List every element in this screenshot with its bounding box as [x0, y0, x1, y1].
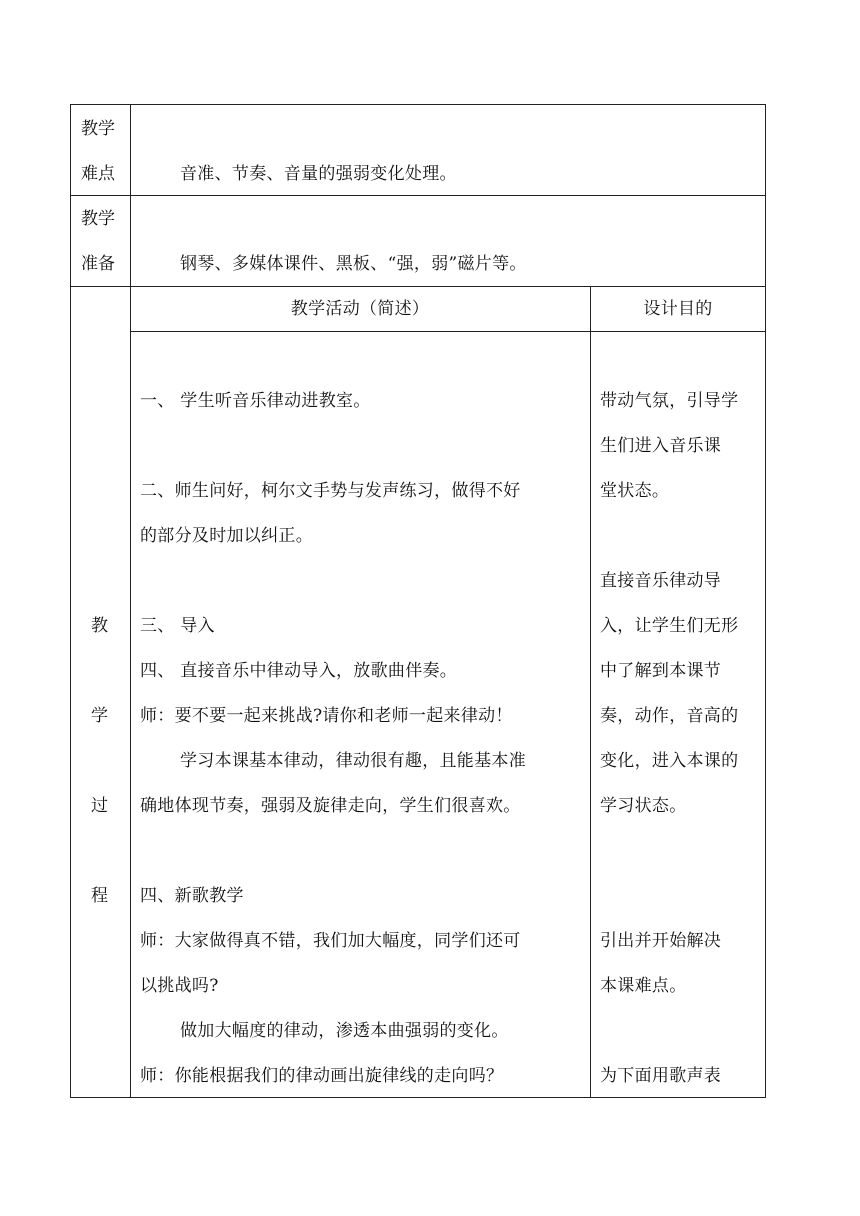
purpose-line: 引出并开始解决 — [600, 931, 722, 951]
process-label-char: 过 — [91, 796, 108, 816]
difficulty-content: 音准、节奏、音量的强弱变化处理。 — [180, 164, 457, 184]
process-label-char: 教 — [91, 616, 108, 636]
purpose-line: 奏，动作，音高的 — [600, 706, 739, 726]
purpose-line: 堂状态。 — [600, 481, 670, 501]
activity-line: 四、 直接音乐中律动导入，放歌曲伴奏。 — [140, 661, 458, 681]
purpose-line: 入，让学生们无形 — [600, 616, 739, 636]
activity-line: 三、 导入 — [140, 616, 215, 636]
row-divider-1 — [70, 195, 766, 196]
purpose-line: 直接音乐律动导 — [600, 571, 722, 591]
purpose-line: 生们进入音乐课 — [600, 436, 722, 456]
activity-line: 学习本课基本律动，律动很有趣，且能基本准 — [180, 751, 526, 771]
preparation-label-line2: 准备 — [81, 254, 115, 274]
activity-line: 确地体现节奏，强弱及旋律走向，学生们很喜欢。 — [140, 796, 521, 816]
activity-line: 四、新歌教学 — [140, 886, 244, 906]
table-top-border — [70, 104, 766, 105]
activity-line: 以挑战吗? — [140, 976, 219, 996]
difficulty-label-line1: 教学 — [81, 119, 115, 139]
label-column-divider — [130, 104, 131, 1098]
activity-line: 二、师生问好，柯尔文手势与发声练习，做得不好 — [140, 481, 521, 501]
difficulty-label-line2: 难点 — [81, 164, 115, 184]
table-left-border — [70, 104, 71, 1098]
activity-line: 师：要不要一起来挑战?请你和老师一起来律动！ — [140, 706, 513, 726]
preparation-label-line1: 教学 — [81, 209, 115, 229]
activity-line: 的部分及时加以纠正。 — [140, 526, 313, 546]
table-right-border — [765, 104, 766, 1098]
activity-column-header: 教学活动（简述） — [290, 299, 430, 319]
table-bottom-border — [70, 1097, 766, 1098]
purpose-column-divider — [590, 286, 591, 1098]
purpose-line: 为下面用歌声表 — [600, 1066, 722, 1086]
purpose-line: 带动气氛，引导学 — [600, 391, 739, 411]
purpose-line: 本课难点。 — [600, 976, 687, 996]
header-divider — [130, 331, 766, 332]
activity-line: 师：大家做得真不错，我们加大幅度，同学们还可 — [140, 931, 521, 951]
activity-line: 一、 学生听音乐律动进教室。 — [140, 391, 371, 411]
preparation-content: 钢琴、多媒体课件、黑板、“强，弱”磁片等。 — [180, 254, 527, 274]
row-divider-2 — [70, 286, 766, 287]
purpose-line: 变化，进入本课的 — [600, 751, 739, 771]
purpose-line: 中了解到本课节 — [600, 661, 722, 681]
process-label-char: 程 — [91, 886, 108, 906]
purpose-column-header: 设计目的 — [643, 299, 713, 319]
activity-line: 师：你能根据我们的律动画出旋律线的走向吗？ — [140, 1066, 504, 1086]
process-label-char: 学 — [91, 706, 108, 726]
purpose-line: 学习状态。 — [600, 796, 687, 816]
activity-line: 做加大幅度的律动，渗透本曲强弱的变化。 — [180, 1021, 509, 1041]
